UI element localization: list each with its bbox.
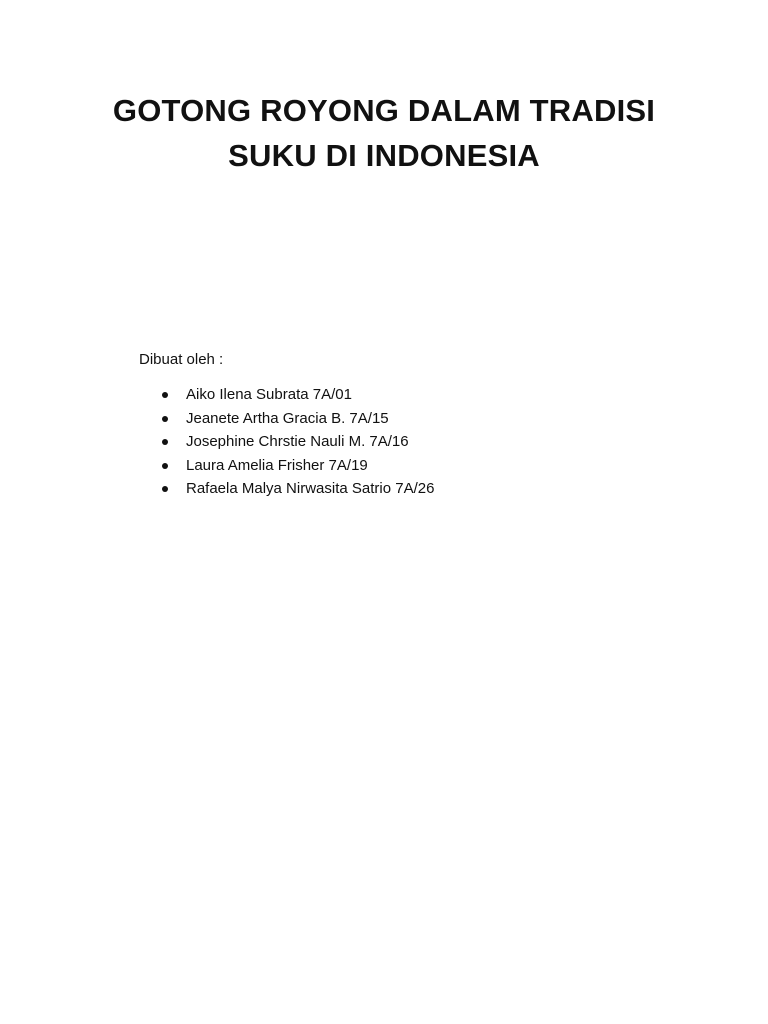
made-by-label: Dibuat oleh : <box>139 351 224 368</box>
member-name: Jeanete Artha Gracia B. 7A/15 <box>186 409 389 427</box>
member-list-item <box>162 383 434 407</box>
bullet-icon <box>162 392 168 398</box>
bullet-icon <box>162 416 168 422</box>
member-list-item <box>162 477 434 501</box>
member-list-item <box>162 454 434 478</box>
member-name: Laura Amelia Frisher 7A/19 <box>186 456 368 474</box>
document-title <box>0 88 768 178</box>
title-line-1: GOTONG ROYONG DALAM TRADISI <box>112 93 656 128</box>
member-list-item <box>162 430 434 454</box>
bullet-icon <box>162 439 168 445</box>
member-list-item <box>162 407 434 431</box>
member-name: Aiko Ilena Subrata 7A/01 <box>186 386 352 403</box>
member-name: Josephine Chrstie Nauli M. 7A/16 <box>186 433 409 451</box>
member-name: Rafaela Malya Nirwasita Satrio 7A/26 <box>186 480 435 498</box>
bullet-icon <box>162 463 168 469</box>
member-list <box>162 383 434 501</box>
title-line-2: SUKU DI INDONESIA <box>228 138 540 173</box>
bullet-icon <box>162 486 168 492</box>
